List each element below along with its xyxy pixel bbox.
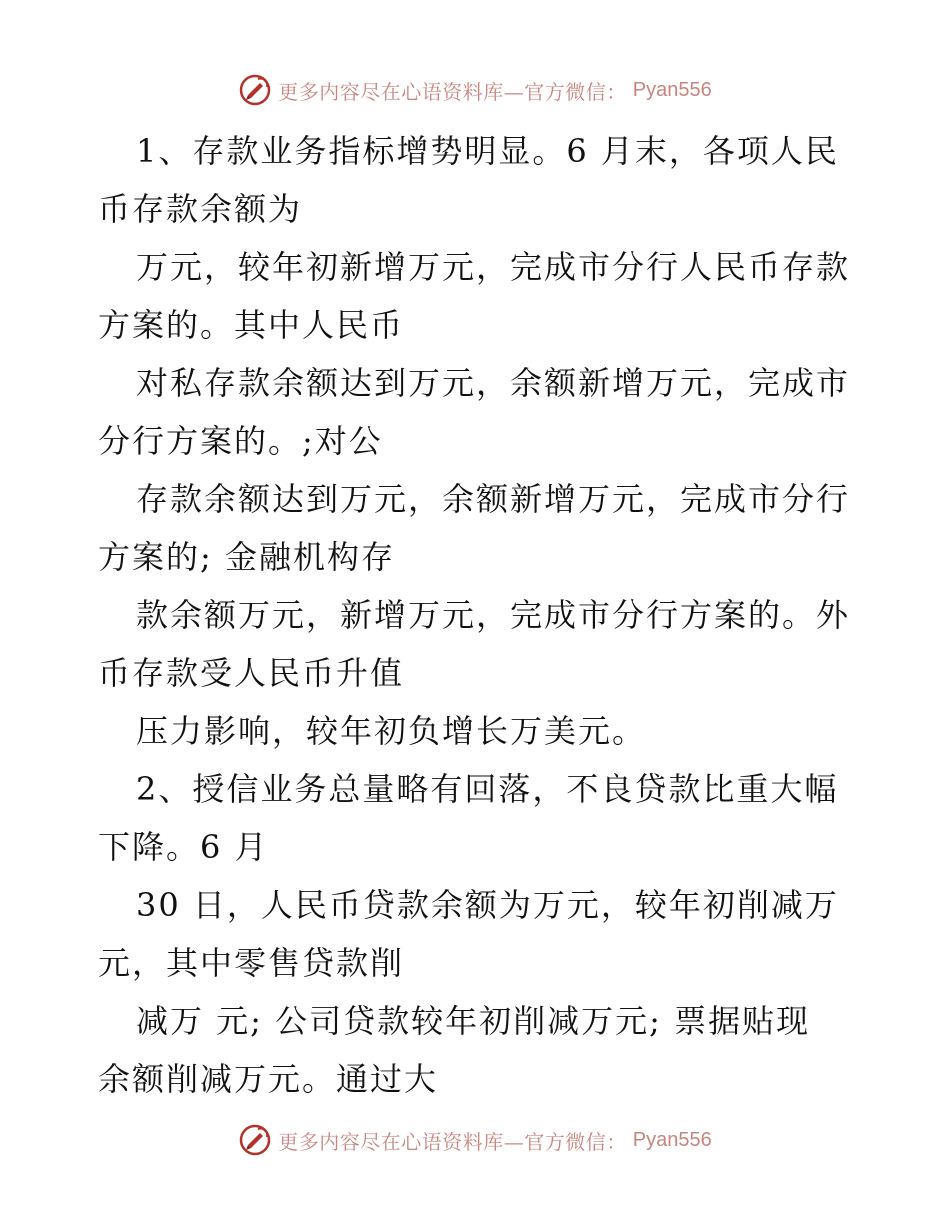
text-line: 方案的。其中人民币	[98, 306, 405, 344]
text-line: 对私存款余额达到万元，余额新增万元，完成市	[136, 364, 851, 402]
text-line: 存款余额达到万元，余额新增万元，完成市分行	[136, 480, 851, 518]
text-line: 30 日，人民币贷款余额为万元，较年初削减万	[136, 886, 839, 924]
text-line: 币存款受人民币升值	[98, 654, 405, 692]
pen-logo-icon	[238, 1123, 272, 1157]
text-line: 元，其中零售贷款削	[98, 944, 405, 982]
text-line: 万元，较年初新增万元，完成市分行人民币存款	[136, 248, 851, 286]
text-line: 余额削减万元。通过大	[98, 1060, 439, 1098]
text-line: 币存款余额为	[98, 190, 303, 228]
text-line: 下降。6 月	[98, 828, 269, 866]
text-line: 方案的; 金融机构存	[98, 538, 395, 576]
banner-wechat-id: Pyan556	[632, 78, 712, 101]
text-line: 压力影响，较年初负增长万美元。	[136, 712, 647, 750]
text-line: 减万 元; 公司贷款较年初削减万元; 票据贴现	[136, 1002, 811, 1040]
banner-wechat-id: Pyan556	[632, 1128, 712, 1151]
text-line: 分行方案的。;对公	[98, 422, 383, 460]
pen-logo-icon	[238, 73, 272, 107]
text-line: 2、授信业务总量略有回落，不良贷款比重大幅	[136, 770, 839, 808]
header-banner	[0, 70, 950, 110]
banner-text: 更多内容尽在心语资料库—官方微信：	[278, 1129, 627, 1154]
text-line: 款余额万元，新增万元，完成市分行方案的。外	[136, 596, 851, 634]
footer-banner	[0, 1120, 950, 1160]
document-body	[98, 122, 858, 1108]
banner-text: 更多内容尽在心语资料库—官方微信：	[278, 79, 627, 104]
text-line: 1、存款业务指标增势明显。6 月末，各项人民	[136, 132, 839, 170]
